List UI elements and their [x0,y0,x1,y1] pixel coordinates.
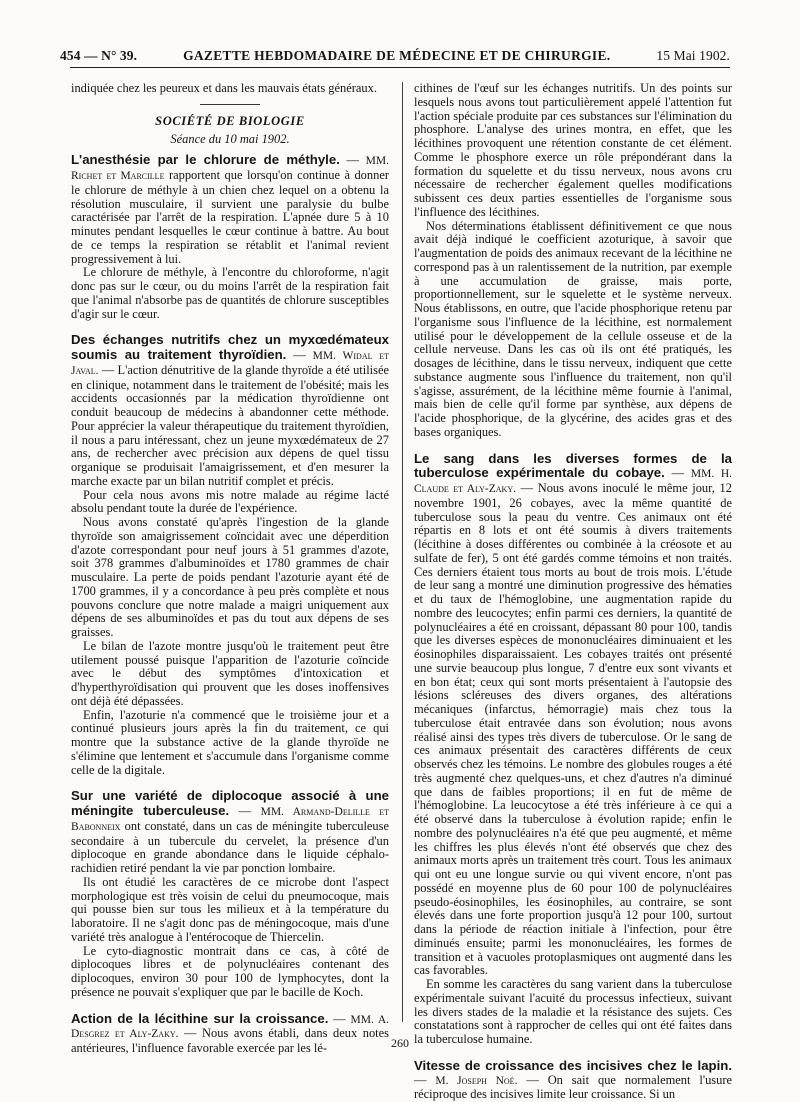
paragraph: Le bilan de l'azote montre jusqu'où le traitement peut être utilement poussé puisque l'apparition de l'azoturie coïncide avec le début des symptômes d'intoxication et d'hyperthyroïdisation qui prouvent que les doses inoffensives ont déjà été dépassées. [71,638,389,708]
article-authors: MM. Widal et Javal. [71,350,389,377]
header-rule [70,67,730,68]
paragraph: rapportent que lorsqu'on continue à donner le chlorure de méthyle à un chien chez lequel on a obtenu la résolution musculaire, il survient une paralysie du bulbe caractérisée par l'arrêt de la respiration. L'apnée dure 5 à 10 minutes pendant lesquelles le cœur continue à battre. Au bout de ce temps la respiration se rétablit et l'animal revient progressivement à lui. [71,168,389,266]
paragraph: L'action dénutritive de la glande thyroïde a été utilisée en clinique, notamment dans le traitement de l'obésité; mais les accidents occasionnés par la médication thyroïdienne ont conduit beaucoup de médecins à abandonner cette méthode. Pour apprécier la valeur thérapeutique du traitement thyroïdien, il nous a paru intéressant, chez un jeune myxœdémateux de 27 ans, de rechercher avec précision aux dépens de quel tissu organique se produisait l'amaigrissement, et d'en mesurer la marche exacte par un bilan nutritif complet et précis. [71,362,389,488]
paragraph: cithines de l'œuf sur les échanges nutritifs. Un des points sur lesquels nous avons tout particulièrement appelé l'attention fut l'action spéciale produite par ces substances sur l'élimination du phosphore. L'analyse des urines montra, en effet, que les lécithines provoquent une rétention constante de cet élément. Comme le phosphore exerce un rôle prépondérant dans la formation du squelette et du tissu nerveux, nous avons cru nécessaire de rechercher également quelles modifications subissent ces deux parties essentielles de l'organisme sous l'influence des lécithines. [414,81,732,219]
article-title: Vitesse de croissance des incisives chez le lapin. [414,1057,732,1073]
article-diplocoque: Sur une variété de diplocoque associé à une méningite tuberculeuse. — MM. Armand-Delille et Babonneix ont constaté, dans un cas de méningite tuberculeuse secondaire à un tubercule du cervelet, la présence d'un diplocoque en grande abondance dans le liquide céphalo-rachidien retiré pendant la vie par ponction lombaire. [71,788,389,875]
page-header [60,40,730,64]
paragraph: Le cyto-diagnostic montrait dans ce cas, à côté de diplocoques libres et de polynucléaires contenant des diplocoques, environ 30 pour 100 de lymphocytes, dont la présence ne pouvait s'expliquer que par le bacille de Koch. [71,943,389,999]
article-title: Action de la lécithine sur la croissance. [71,1010,329,1026]
article-authors: MM. A. Desgrez et Aly-Zaky. [71,1013,389,1041]
society-heading: SOCIÉTÉ DE BIOLOGIE [155,113,305,128]
paragraph: En somme les caractères du sang varient dans la tuberculose expérimentale suivant l'acuité du processus infectieux, suivant les divers stades de la maladie et la résistance des sujets. Ces constatations sont à rapprocher de celles qui ont été faites dans la tuberculose humaine. [414,977,732,1046]
article-title: Des échanges nutritifs chez un myxœdémateux soumis au traitement thyroïdien. [71,332,389,362]
article-lecithine: Action de la lécithine sur la croissance. — MM. A. Desgrez et Aly-Zaky. — Nous avons établi, dans deux notes antérieures, l'influence favorable exercée par les lé- [71,1010,389,1055]
article-authors: M. Joseph Noé. [435,1074,518,1087]
article-anesthesie: L'anesthésie par le chlorure de méthyle. — MM. Richet et Marcille rapportent que lorsqu'on continue à donner le chlorure de méthyle à un chien chez lequel on a obtenu la résolution musculaire, il survient une paralysie du bulbe caractérisée par l'arrêt de la respiration. L'apnée dure 5 à 10 minutes pendant lesquelles le cœur continue à battre. Au bout de ce temps la respiration se rétablit et l'animal revient progressivement à lui. [71,152,389,266]
section-divider [200,104,260,105]
column-separator [402,82,403,1022]
paragraph: Nos déterminations établissent définitivement ce que nous avait déjà indiqué le coefficient azoturique, à savoir que l'augmentation de poids des animaux recevant de la lécithine ne correspond pas à un ralentissement de la nutrition, par exemple à une accumulation de graisse, mais porte, proportionnellement, sur le squelette et le système nerveux. Nous établissons, en outre, que l'acide phosphorique retenu par l'organisme sous l'influence de la lécithine, est normalement utilisé pour le développement de la cellule osseuse et de la cellule nerveuse. Dans les cas où ils ont été pratiqués, les dosages de lécithine, dans le tissu nerveux, indiquent que cette substance augmente sous l'influence du traitement, non qu'il s'agisse, assurément, de la lécithine même fournie à l'animal, mais bien de celle qu'il forme par synthèse, aux dépens de l'acide phosphorique, de la glycérine, des acides gras et des bases organiques. [414,218,732,439]
issue-date: 15 Mai 1902. [656,48,730,63]
page-info: 454 — N° 39. [60,48,138,63]
article-title: L'anesthésie par le chlorure de méthyle. [71,152,340,168]
article-authors: MM. Armand-Delille et Babonneix [71,806,389,833]
journal-title: GAZETTE HEBDOMADAIRE DE MÉDECINE ET DE CHIRURGIE. [183,48,611,63]
article-authors: MM. H. Claude et Aly-Zaky. [414,468,733,495]
paragraph: Nous avons constaté qu'après l'ingestion de la glande thyroïde son amaigrissement coïncidait avec une déperdition d'azote correspondant pour neuf jours à 51 grammes d'azote, soit 378 grammes d'albuminoïdes et 1780 grammes de chair musculaire. La perte de poids pendant l'azoturie ayant été de 1700 grammes, il y a concordance à peu près complète et nous pouvons conclure que notre malade a maigri uniquement aux dépens de ses albuminoïdes et pas du tout aux dépens de ses graisses. [71,515,389,639]
page-number: 260 [391,1036,409,1050]
paragraph: Ils ont étudié les caractères de ce microbe dont l'aspect morphologique est très voisin de celui du pneumocoque, mais qui pousse bien sur tous les milieux et à la température du laboratoire. Il ne s'agit donc pas de méningocoque, mais d'une variété très analogue à l'entérocoque de Thiercelin. [71,874,389,944]
paragraph: Nous avons établi, dans deux notes antérieures, l'influence favorable exercée par les lé- [71,1026,389,1055]
paragraph: Nous avons inoculé le même jour, 12 novembre 1901, 26 cobayes, avec la même quantité de tuberculose sous la peau du ventre. Ces animaux ont été répartis en 8 lots et ont été soumis à divers traitements (lécithine à doses différentes ou combinée à la créosote et au sulfate de fer), 5 ont été gardés comme témoins et non traités. Ces derniers étaient tous morts au bout de trois mois. L'étude de leur sang a montré une diminution progressive des hématies et du taux de l'hémoglobine, une augmentation rapide du nombre des leucocytes; enfin parmi ces derniers, la quantité de polynucléaires a été en croissant, dépassant 80 pour 100, tandis que les diverses espèces de mononucléaires diminuaient et les éosinophiles disparaissaient. Les cobayes traités ont présenté une survie beaucoup plus longue, 7 d'entre eux sont vivants et en bon état; ceux qui sont morts présentaient à l'autopsie des lésions scléreuses des divers organes, des altérations mécaniques (infarctus, hémorragie) mais chez tous la tuberculose était entravée dans son évolution; nous avons réalisé ainsi des types très divers de tuberculose. Or le sang de ces animaux présentait des caractères différents de ceux observés chez les témoins. Le nombre des globules rouges a été très augmenté chez quelques-uns, et chez d'autres n'a diminué que dans de faibles proportions; il en fut de même de l'hémoglobine. La leucocytose a été très inférieure à ce qui a été observé dans la tuberculose à évolution rapide; enfin le nombre des polynucléaires n'a été que peu augmenté, et même les chiffres les plus élevés n'ont été observés que chez des animaux morts après un traitement très court. Tous les animaux qui ont eu une longue survie ou qui vivent encore, n'ont pas possédé en moyenne plus de 60 pour 100 de polynucléaires pseudo-éosinophiles, les éosinophiles, au contraire, se sont élevés dans une forte proportion jusqu'à 12 pour 100, surtout dans la période de réaction initiale à l'infection, pour être diminués ensuite; parmi les mononucléaires, les formes de transition et à vacuoles protoplasmiques ont augmenté dans les cas favorables. [414,481,732,978]
seance-date: Séance du 10 mai 1902. [170,131,290,146]
article-authors: MM. Richet et Marcille [71,155,389,182]
intro-text: indiquée chez les peureux et dans les mauvais états généraux. [71,81,377,95]
paragraph: Le chlorure de méthyle, à l'encontre du chloroforme, n'agit donc pas sur le cœur, ou du moins l'arrêt de la respiration fait que l'animal n'absorbe pas de quantités de chlorure susceptibles d'agir sur le cœur. [71,265,389,321]
paragraph: On sait que normalement l'usure réciproque des incisives limite leur croissance. Si un [414,1072,733,1102]
article-title: Le sang dans les diverses formes de la tuberculose expérimentale du cobaye. [414,450,732,481]
article-incisives: Vitesse de croissance des incisives chez le lapin. — M. Joseph Noé. — On sait que normalement l'usure réciproque des incisives limite leur croissance. Si un [414,1057,733,1102]
paragraph: Enfin, l'azoturie n'a commencé que le troisième jour et a continué plusieurs jours après la fin du traitement, ce qui montre que la substance active de la glande thyroïde ne s'élimine que lentement et s'accumule dans l'organisme comme celle de la digitale. [71,707,389,777]
paragraph: Pour cela nous avons mis notre malade au régime lacté absolu pendant toute la durée de l'expérience. [71,487,389,516]
right-column [414,81,733,1102]
paragraph: ont constaté, dans un cas de méningite tuberculeuse secondaire à un tubercule du cervelet, la présence d'un diplocoque en grande abondance dans le liquide céphalo-rachidien retiré pendant la vie par ponction lombaire. [71,818,389,875]
left-column [71,81,389,1055]
article-sang: Le sang dans les diverses formes de la tuberculose expérimentale du cobaye. — MM. H. Claude et Aly-Zaky. — Nous avons inoculé le même jour, 12 novembre 1901, 26 cobayes, avec la même quantité de tuberculose sous la peau du ventre. Ces animaux ont été répartis en 8 lots et ont été soumis à divers traitements (lécithine à doses différentes ou combinée à la créosote et au sulfate de fer), 5 ont été gardés comme témoins et non traités. Ces derniers étaient tous morts au bout de trois mois. L'étude de leur sang a montré une diminution progressive des hématies et du taux de l'hémoglobine, une augmentation rapide du nombre des leucocytes; enfin parmi ces derniers, la quantité de polynucléaires a été en croissant, dépassant 80 pour 100, tandis que les diverses espèces de mononucléaires diminuaient et les éosinophiles disparaissaient. Les cobayes traités ont présenté une survie beaucoup plus longue, 7 d'entre eux sont vivants et en bon état; ceux qui sont morts présentaient à l'autopsie des lésions scléreuses des divers organes, des altérations mécaniques (infarctus, hémorragie) mais chez tous la tuberculose était entravée dans son évolution; nous avons réalisé ainsi des types très divers de tuberculose. Or le sang de ces animaux présentait des caractères différents de ceux observés chez les témoins. Le nombre des globules rouges a été très augmenté chez quelques-uns, et chez d'autres n'a diminué que dans de faibles proportions; il en fut de même de l'hémoglobine. La leucocytose a été très inférieure à ce qui a été observé dans la tuberculose à évolution rapide; enfin le nombre des polynucléaires n'a été que peu augmenté, et même les chiffres les plus élevés n'ont été observés que chez des animaux morts après un traitement très court. Tous les animaux qui ont eu une longue survie ou qui vivent encore, n'ont pas possédé en moyenne plus de 60 pour 100 de polynucléaires pseudo-éosinophiles, les éosinophiles, au contraire, se sont élevés dans une forte proportion jusqu'à 12 pour 100, surtout dans la période de réaction initiale à l'infection, pour être diminués ensuite; parmi les mononucléaires, les formes de transition et à vacuoles protoplasmiques ont augmenté dans les cas favorables. [414,450,733,978]
article-echanges: Des échanges nutritifs chez un myxœdémateux soumis au traitement thyroïdien. — MM. Widal et Javal. — L'action dénutritive de la glande thyroïde a été utilisée en clinique, notamment dans le traitement de l'obésité; mais les accidents occasionnés par la médication thyroïdienne ont conduit beaucoup de médecins à abandonner cette méthode. Pour apprécier la valeur thérapeutique du traitement thyroïdien, il nous a paru intéressant, chez un jeune myxœdémateux de 27 ans, de rechercher avec précision aux dépens de quel tissu organique se produisait l'amaigrissement, et d'en mesurer la marche exacte par un bilan nutritif complet et précis. [71,332,389,488]
article-title: Sur une variété de diplocoque associé à une méningite tuberculeuse. [71,788,389,818]
